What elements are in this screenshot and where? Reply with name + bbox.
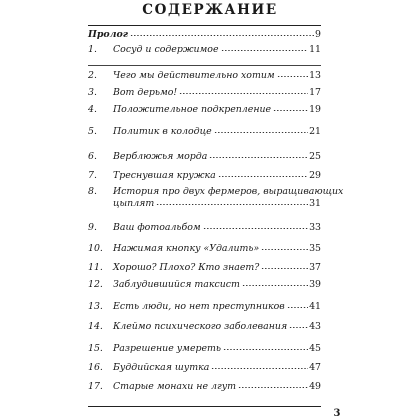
toc-entry-number: 11. [88, 262, 103, 273]
dot-leader [238, 381, 308, 389]
separator-rule [88, 65, 321, 66]
toc-entry-title: Положительное подкрепление [113, 104, 272, 115]
toc-entry-page: 47 [309, 362, 321, 373]
toc-entry-number: 15. [88, 343, 103, 354]
toc-entry-page: 39 [309, 279, 321, 290]
dot-leader [218, 170, 308, 178]
toc-entry-page: 41 [309, 301, 321, 312]
toc-entry-page: 49 [309, 381, 321, 392]
toc-entry-title: Заблудившийся таксист [113, 279, 240, 290]
dot-leader [261, 243, 308, 251]
toc-entry-page: 13 [309, 70, 321, 81]
toc-entry-title: Ваш фотоальбом [113, 222, 201, 233]
toc-entry-title: Политик в колодце [113, 126, 212, 137]
toc-entry-number: 3. [88, 87, 97, 98]
toc-entry-title: Клеймо психического заболевания [113, 321, 288, 332]
dot-leader [242, 279, 308, 287]
toc-entry-title: Нажимая кнопку «Удалить» [113, 243, 260, 254]
toc-entry-title: Чего мы действительно хотим [113, 70, 275, 81]
toc-entry-number: 12. [88, 279, 103, 290]
dot-leader [179, 87, 308, 95]
dot-leader [289, 321, 308, 329]
toc-entry-title: Верблюжья морда [113, 151, 208, 162]
toc-entry-page: 45 [309, 343, 321, 354]
toc-entry-title: Разрешение умереть [113, 343, 222, 354]
toc-entry-page: 11 [309, 44, 321, 55]
toc-entry-title: Есть люди, но нет преступников [113, 301, 285, 312]
dot-leader [214, 126, 308, 134]
top-rule [88, 25, 321, 26]
toc-entry-title: История про двух фермеров, выращивающих [113, 186, 344, 197]
dot-leader [277, 70, 308, 78]
toc-entry-number: 4. [88, 104, 97, 115]
toc-entry-title: Треснувшая кружка [113, 170, 216, 181]
dot-leader [223, 343, 308, 351]
toc-entry-title: Старые монахи не лгут [113, 381, 237, 392]
dot-leader [273, 104, 308, 112]
dot-leader [211, 362, 308, 370]
toc-entry-page: 21 [309, 126, 321, 137]
toc-entry-number: 9. [88, 222, 97, 233]
toc-entry-number: 10. [88, 243, 103, 254]
toc-entry-page: 33 [309, 222, 321, 233]
toc-entry-number: 17. [88, 381, 103, 392]
dot-leader [209, 151, 308, 159]
dot-leader [261, 262, 308, 270]
toc-entry-number: 8. [88, 186, 97, 197]
toc-entry-page: 17 [309, 87, 321, 98]
dot-leader [221, 44, 309, 52]
toc-entry-title: Сосуд и содержимое [113, 44, 219, 55]
toc-entry-title: Буддийская шутка [113, 362, 210, 373]
dot-leader [130, 29, 314, 37]
toc-entry-number: 14. [88, 321, 103, 332]
toc-entry-page: 29 [309, 170, 321, 181]
toc-entry-page: 43 [309, 321, 321, 332]
toc-entry-number: 5. [88, 126, 97, 137]
dot-leader [287, 301, 308, 309]
toc-entry-number: 2. [88, 70, 97, 81]
toc-entry-page: 37 [309, 262, 321, 273]
toc-entry-page: 31 [309, 198, 321, 209]
toc-entry-title: Вот дерьмо! [113, 87, 178, 98]
toc-entry-number: 13. [88, 301, 103, 312]
toc-entry-title: Пролог [88, 29, 129, 40]
bottom-rule [88, 406, 321, 407]
toc-entry-number: 7. [88, 170, 97, 181]
toc-entry-number: 16. [88, 362, 103, 373]
page-title: СОДЕРЖАНИЕ [142, 2, 278, 18]
toc-entry-page: 9 [315, 29, 321, 40]
toc-entry-title: Хорошо? Плохо? Кто знает? [113, 262, 260, 273]
toc-entry-page: 35 [309, 243, 321, 254]
toc-entry-number: 1. [88, 44, 97, 55]
toc-entry-title-continued: цыплят [113, 198, 155, 209]
toc-entry-page: 19 [309, 104, 321, 115]
page-number: 3 [333, 408, 341, 419]
toc-entry-page: 25 [309, 151, 321, 162]
toc-entry-number: 6. [88, 151, 97, 162]
dot-leader [203, 222, 308, 230]
dot-leader [156, 198, 308, 206]
